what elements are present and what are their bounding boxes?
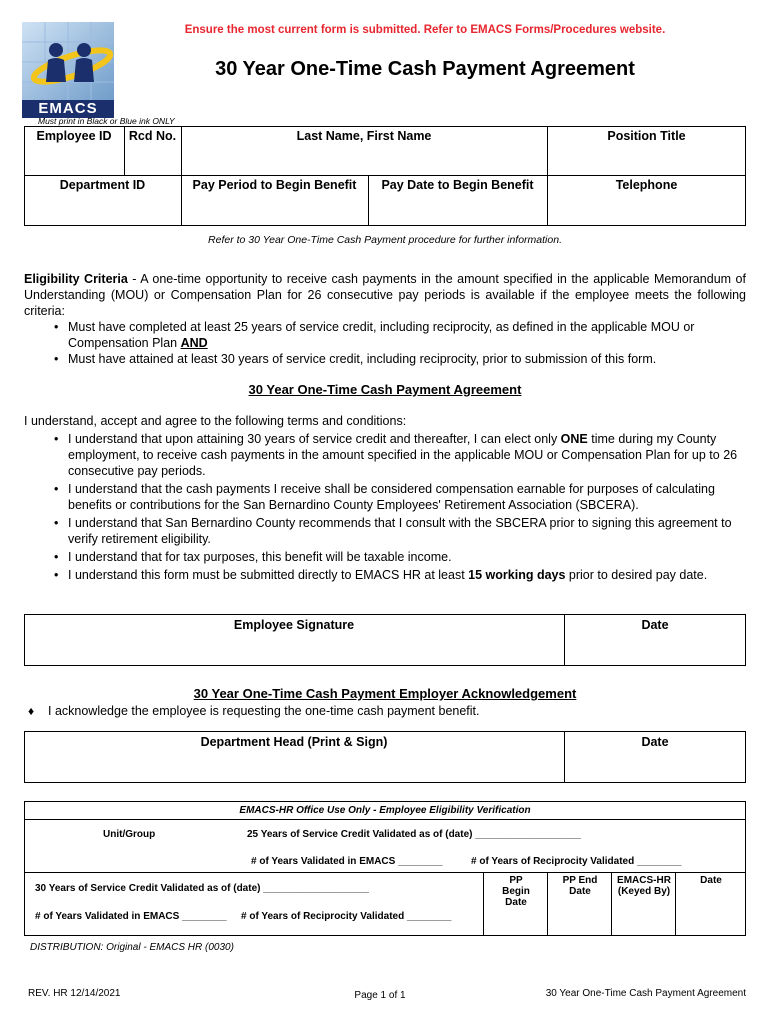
eligibility-intro: - A one-time opportunity to receive cash payments in the amount specified in the applicable Memorandum of Understanding (MOU) or Compensation Plan for 26 consecutive pay periods is available if the employee meets the following criteria: [24,272,746,318]
employee-id-label: Employee ID [36,129,112,143]
eligibility-item-1-text: Must have completed at least 25 years of service credit, including reciprocity, as defined in the applicable MOU or Compensation Plan [68,320,695,350]
employee-signature-table [24,614,746,666]
term-5-days: 15 working days [468,568,566,582]
term-5a: I understand this form must be submitted directly to EMACS HR at least [68,568,469,582]
pp-end-label: PP End Date [562,875,598,897]
pay-period-field[interactable] [181,175,369,226]
position-title-label: Position Title [607,129,686,143]
agreement-heading: 30 Year One-Time Cash Payment Agreement [248,382,522,397]
telephone-field[interactable] [547,175,746,226]
emacs-logo [22,22,114,118]
term-1c: time during my County employment, to receive cash payments in the amount specified in the applicable MOU or Compensation Plan for up to 26 consecutive pay periods. [68,432,738,478]
term-4: I understand that for tax purposes, this benefit will be taxable income. [68,550,452,564]
footer-form-name: 30 Year One-Time Cash Payment Agreement [545,988,746,999]
term-1-one: ONE [560,432,588,446]
hr-office-title: EMACS-HR Office Use Only - Employee Eligibility Verification [239,805,531,816]
agreement-intro: I understand, accept and agree to the following terms and conditions: [24,414,407,428]
validated-30-field[interactable]: 30 Years of Service Credit Validated as of (date) ___________________ [35,883,369,894]
agreement-term [50,481,746,513]
rcd-no-label: Rcd No. [128,129,177,143]
hr-date-cell[interactable] [675,872,746,935]
name-field[interactable] [181,126,548,176]
employee-date-field[interactable] [564,614,746,666]
rcd-no-field[interactable] [124,126,182,176]
department-date-field[interactable] [564,731,746,783]
employer-statement: I acknowledge the employee is requesting the one-time cash payment benefit. [48,704,480,718]
pay-period-label: Pay Period to Begin Benefit [192,178,357,192]
term-5c: prior to desired pay date. [565,568,708,582]
department-id-label: Department ID [59,178,146,192]
eligibility-item [50,351,746,367]
emacs-hr-label: EMACS-HR (Keyed By) [617,875,671,897]
years-recip-1-field[interactable]: # of Years of Reciprocity Validated ________ [471,856,682,867]
pp-begin-label: PP Begin Date [502,875,530,908]
term-3: I understand that San Bernardino County recommends that I consult with the SBCERA prior to signing this agreement to verify retirement eligibility. [68,516,732,546]
hr-office-table [24,801,746,936]
telephone-label: Telephone [615,178,678,192]
years-recip-2-field[interactable]: # of Years of Reciprocity Validated ________ [241,911,452,922]
department-id-field[interactable] [24,175,182,226]
agreement-term [50,567,746,583]
years-emacs-2-field[interactable]: # of Years Validated in EMACS ________ [35,911,227,922]
pp-begin-cell[interactable] [483,872,548,935]
department-date-label: Date [641,735,669,749]
employer-heading: 30 Year One-Time Cash Payment Employer Acknowledgement [193,686,577,701]
agreement-term [50,431,746,479]
eligibility-section [24,271,746,367]
page-number: Page 1 of 1 [354,990,406,1001]
ink-note: Must print in Black or Blue ink ONLY [38,116,175,126]
submission-notice: Ensure the most current form is submitted. Refer to EMACS Forms/Procedures website. [184,24,666,36]
page-title: 30 Year One-Time Cash Payment Agreement [215,58,635,80]
eligibility-item [50,319,746,351]
term-2: I understand that the cash payments I receive shall be considered compensation earnable for purposes of calculating benefits or contributions for the San Bernardino County Employees' Retirement Association (SBCERA). [68,482,715,512]
pp-end-cell[interactable] [547,872,612,935]
agreement-section [24,413,746,583]
hr-title-divider [25,819,745,820]
validated-25-field[interactable]: 25 Years of Service Credit Validated as of (date) ___________________ [247,829,581,840]
term-1a: I understand that upon attaining 30 years of service credit and thereafter, I can elect only [68,432,561,446]
department-head-table [24,731,746,783]
employee-signature-field[interactable] [24,614,565,666]
department-head-label: Department Head (Print & Sign) [200,735,388,749]
eligibility-heading: Eligibility Criteria [24,272,128,286]
unit-group-label: Unit/Group [103,829,156,840]
eligibility-item-2-text: Must have attained at least 30 years of service credit, including reciprocity, prior to submission of this form. [68,352,657,366]
hr-date-label: Date [700,875,722,886]
procedure-note: Refer to 30 Year One-Time Cash Payment procedure for further information. [208,234,562,246]
department-head-field[interactable] [24,731,565,783]
diamond-bullet-icon: ♦ [28,704,35,718]
employee-info-table [24,126,746,226]
employee-id-field[interactable] [24,126,125,176]
agreement-term [50,515,746,547]
distribution-note: DISTRIBUTION: Original - EMACS HR (0030) [30,942,234,953]
emacs-hr-cell[interactable] [611,872,676,935]
employee-date-label: Date [641,618,669,632]
position-title-field[interactable] [547,126,746,176]
logo-text: EMACS [38,100,98,117]
pay-date-field[interactable] [368,175,548,226]
employee-signature-label: Employee Signature [233,618,355,632]
revision-label: REV. HR 12/14/2021 [28,988,121,999]
eligibility-and: AND [180,336,208,350]
agreement-term [50,549,746,565]
name-label: Last Name, First Name [296,129,432,143]
years-emacs-1-field[interactable]: # of Years Validated in EMACS ________ [251,856,443,867]
pay-date-label: Pay Date to Begin Benefit [381,178,534,192]
